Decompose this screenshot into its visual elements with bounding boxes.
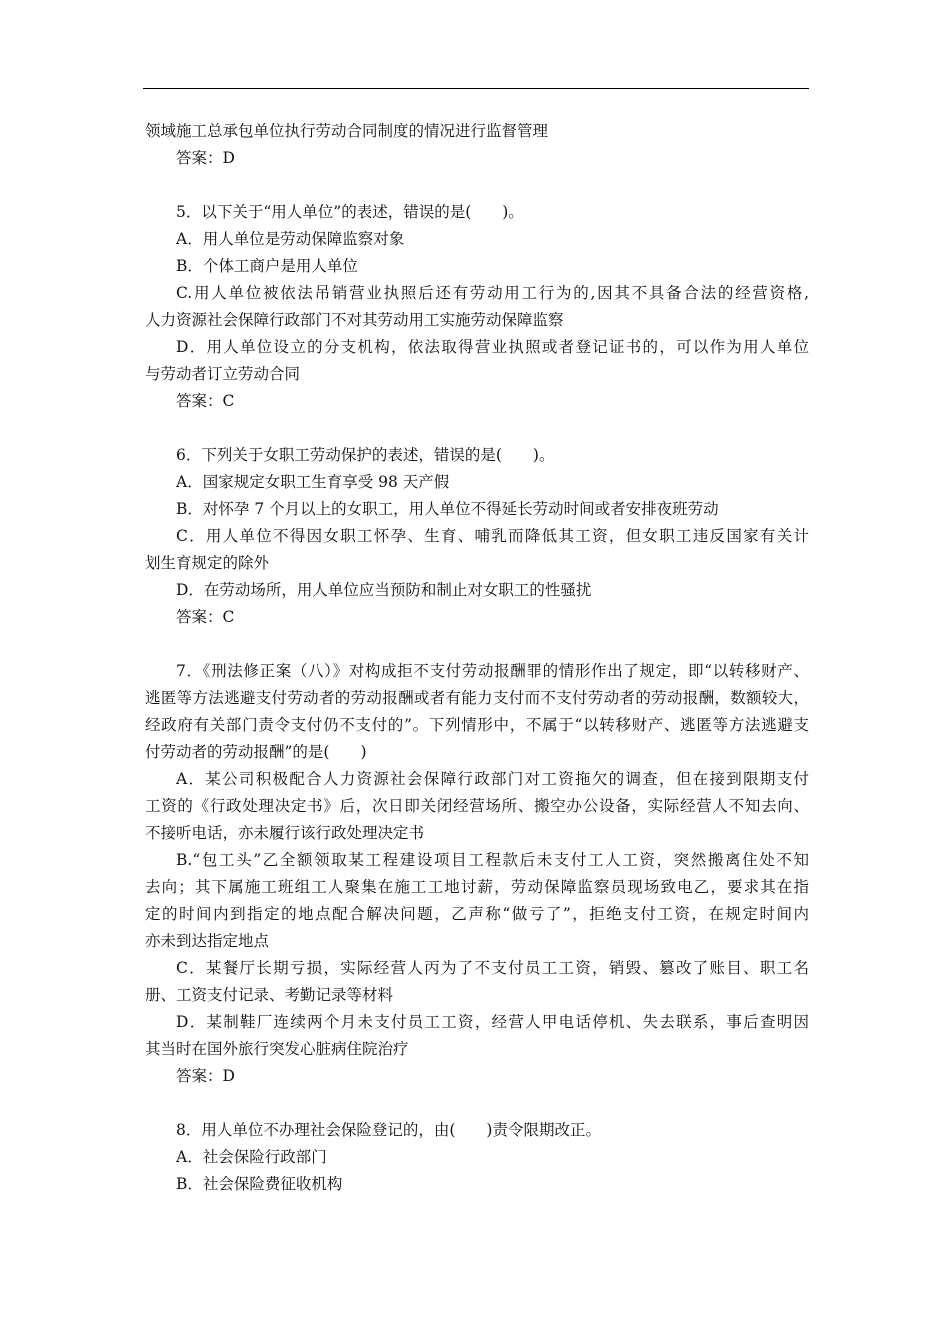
answer-option: 亦未到达指定地点 [145, 932, 270, 950]
question-stem: 逃匿等方法逃避支付劳动者的劳动报酬或者有能力支付而不支付劳动者的劳动报酬，数额较大， [145, 689, 809, 707]
answer-option: 工资的《行政处理决定书》后，次日即关闭经营场所、搬空办公设备，实际经营人不知去向、 [145, 797, 809, 815]
question-spacer [145, 415, 809, 442]
answer-option: 不接听电话，亦未履行该行政处理决定书 [145, 824, 425, 842]
question-spacer [145, 1090, 809, 1117]
answer-option: 册、工资支付记录、考勤记录等材料 [145, 986, 394, 1004]
answer-option: 定的时间内到指定的地点配合解决问题，乙声称“做亏了”，拒绝支付工资，在规定时间内 [145, 905, 809, 923]
question-stem: 7．《刑法修正案（八）》对构成拒不支付劳动报酬罪的情形作出了规定，即“以转移财产、 [176, 662, 809, 680]
answer-option: B.“包工头”乙全额领取某工程建设项目工程款后未支付工人工资，突然搬离住处不知 [176, 851, 809, 869]
question-stem: 经政府有关部门责令支付仍不支付的”。下列情形中，不属于“以转移财产、逃匿等方法逃避支 [145, 716, 809, 734]
question-stem: 5．以下关于“用人单位”的表述，错误的是( )。 [176, 203, 524, 221]
answer-option: B．对怀孕 7 个月以上的女职工，用人单位不得延长劳动时间或者安排夜班劳动 [176, 500, 719, 518]
answer-option: C.用人单位被依法吊销营业执照后还有劳动用工行为的,因其不具备合法的经营资格, [176, 284, 809, 302]
question-stem: 8．用人单位不办理社会保险登记的，由( )责令限期改正。 [176, 1121, 601, 1139]
continuation-text: 领域施工总承包单位执行劳动合同制度的情况进行监督管理 [145, 122, 549, 140]
answer-option: A．用人单位是劳动保障监察对象 [176, 230, 405, 248]
header-rule [143, 88, 809, 89]
answer-option: D．某制鞋厂连续两个月未支付员工工资，经营人甲电话停机、失去联系，事后查明因 [176, 1013, 809, 1031]
answer-option: A．某公司积极配合人力资源社会保障行政部门对工资拖欠的调查，但在接到限期支付 [176, 770, 809, 788]
answer-option: 与劳动者订立劳动合同 [145, 365, 301, 383]
answer-option: 划生育规定的除外 [145, 554, 270, 572]
question-spacer [145, 631, 809, 658]
question-spacer [145, 172, 809, 199]
answer-line: 答案：D [176, 1067, 235, 1085]
document-body [145, 118, 809, 1198]
question-7 [145, 658, 809, 1090]
question-5 [145, 199, 809, 415]
question-stem: 付劳动者的劳动报酬”的是( ) [145, 743, 367, 761]
answer-option: 其当时在国外旅行突发心脏病住院治疗 [145, 1040, 409, 1058]
answer-option: B．社会保险费征收机构 [176, 1175, 343, 1193]
answer-option: B．个体工商户是用人单位 [176, 257, 358, 275]
answer-line: 答案：D [176, 149, 235, 167]
answer-option: A．国家规定女职工生育享受 98 天产假 [176, 473, 450, 491]
answer-option: C．某餐厅长期亏损，实际经营人丙为了不支付员工工资，销毁、篡改了账目、职工名 [176, 959, 809, 977]
answer-option: A．社会保险行政部门 [176, 1148, 327, 1166]
question-8 [145, 1117, 809, 1198]
question-6 [145, 442, 809, 631]
answer-option: 人力资源社会保障行政部门不对其劳动用工实施劳动保障监察 [145, 311, 564, 329]
answer-option: C．用人单位不得因女职工怀孕、生育、哺乳而降低其工资，但女职工违反国家有关计 [176, 527, 809, 545]
answer-option: D．用人单位设立的分支机构，依法取得营业执照或者登记证书的，可以作为用人单位 [176, 338, 809, 356]
answer-option: D．在劳动场所，用人单位应当预防和制止对女职工的性骚扰 [176, 581, 592, 599]
answer-option: 去向；其下属施工班组工人聚集在施工工地讨薪，劳动保障监察员现场致电乙，要求其在指 [145, 878, 809, 896]
question-stem: 6．下列关于女职工劳动保护的表述，错误的是( )。 [176, 446, 555, 464]
answer-line: 答案：C [176, 608, 235, 626]
answer-line: 答案：C [176, 392, 235, 410]
question-list [145, 172, 809, 1198]
